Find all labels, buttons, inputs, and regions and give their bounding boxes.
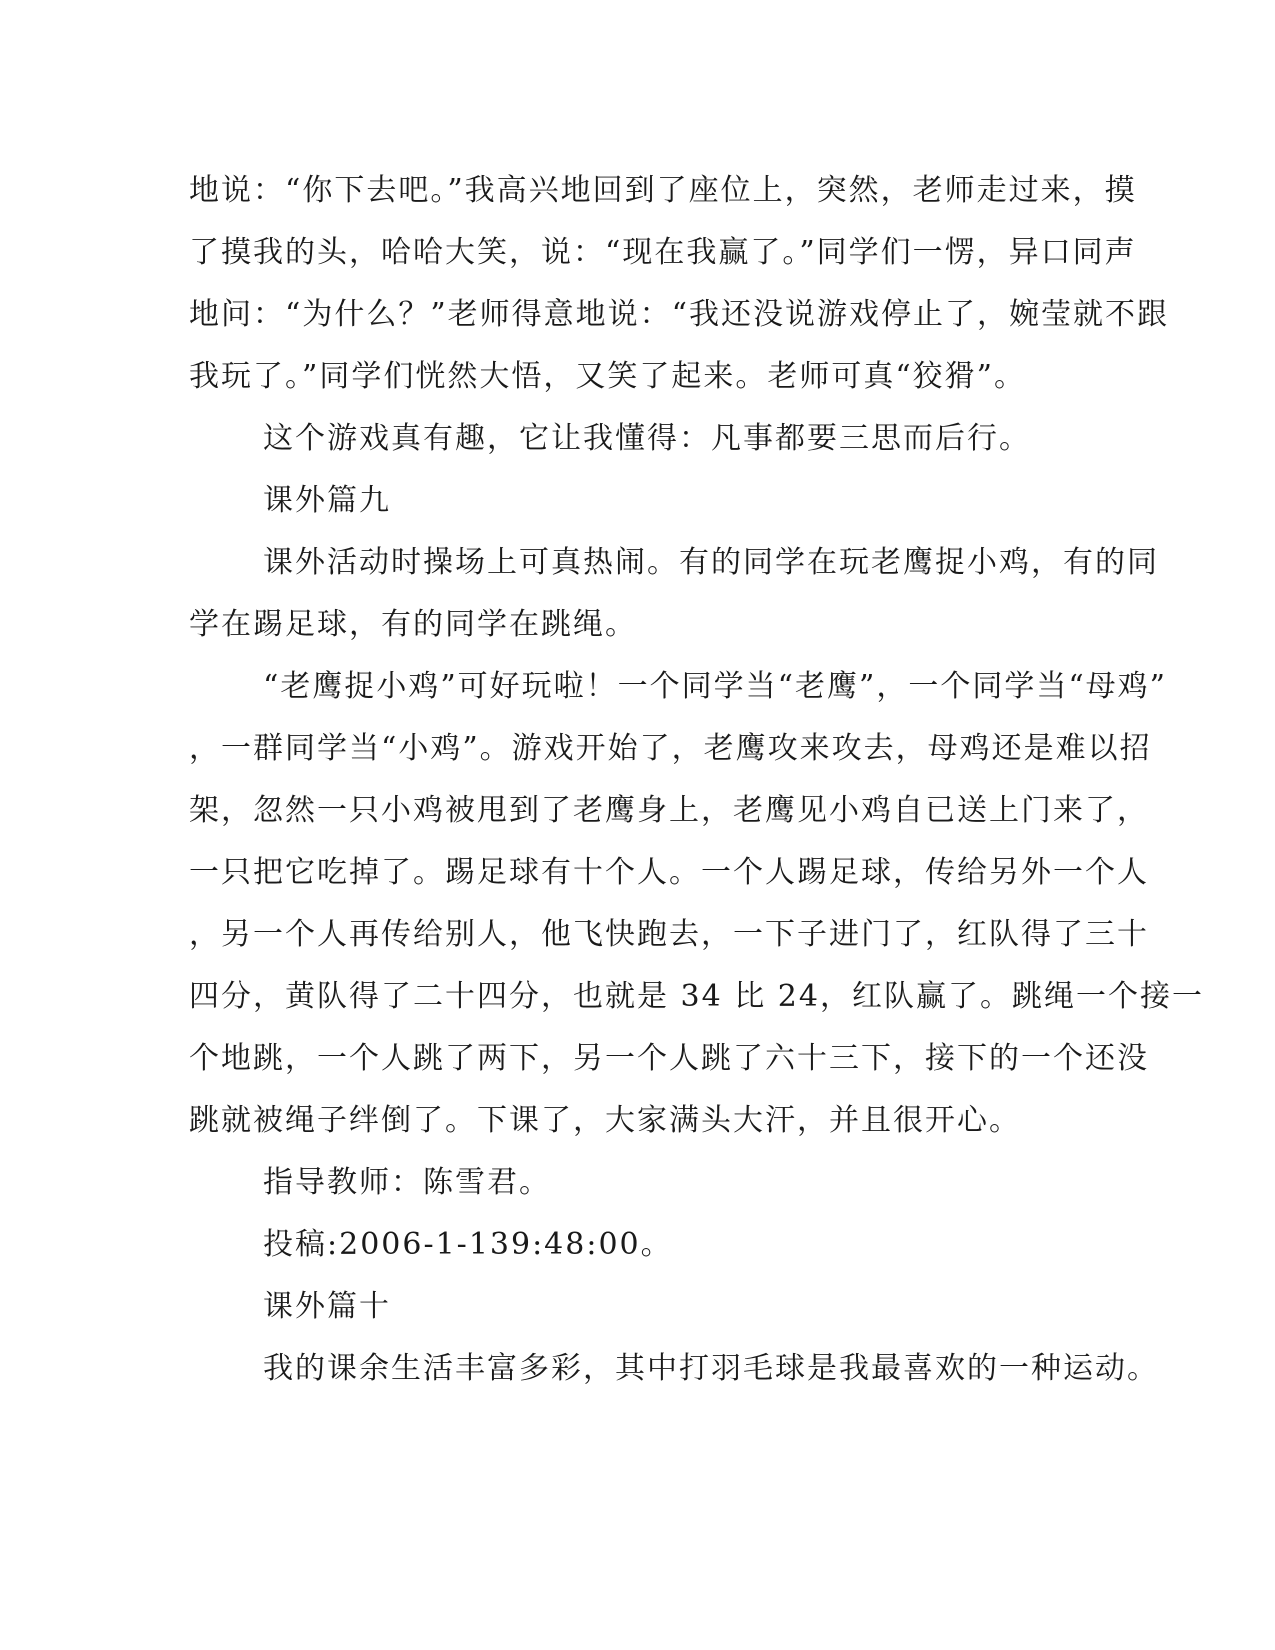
text-line: 地说：“你下去吧。”我高兴地回到了座位上，突然，老师走过来，摸 bbox=[189, 173, 1137, 208]
text-line: 我玩了。”同学们恍然大悟，又笑了起来。老师可真“狡猾”。 bbox=[189, 359, 1027, 394]
text-line: 了摸我的头，哈哈大笑，说：“现在我赢了。”同学们一愣，异口同声 bbox=[189, 235, 1137, 270]
text-line: ，一群同学当“小鸡”。游戏开始了，老鹰攻来攻去，母鸡还是难以招 bbox=[189, 731, 1152, 766]
text-line: 学在踢足球，有的同学在跳绳。 bbox=[189, 607, 637, 642]
section-heading: 课外篇十 bbox=[263, 1289, 391, 1324]
text-line: 跳就被绳子绊倒了。下课了，大家满头大汗，并且很开心。 bbox=[189, 1103, 1021, 1138]
text-line: 我的课余生活丰富多彩，其中打羽毛球是我最喜欢的一种运动。 bbox=[263, 1351, 1159, 1386]
text-line: 地问：“为什么？”老师得意地说：“我还没说游戏停止了，婉莹就不跟 bbox=[189, 297, 1170, 332]
text-line: 这个游戏真有趣，它让我懂得：凡事都要三思而后行。 bbox=[263, 421, 1031, 456]
text-line: 四分，黄队得了二十四分，也就是 34 比 24，红队赢了。跳绳一个接一 bbox=[189, 979, 1204, 1014]
section-heading: 课外篇九 bbox=[263, 483, 391, 518]
document-body bbox=[189, 160, 1204, 1400]
text-line: 课外活动时操场上可真热闹。有的同学在玩老鹰捉小鸡，有的同 bbox=[263, 545, 1159, 580]
text-line: 架，忽然一只小鸡被甩到了老鹰身上，老鹰见小鸡自已送上门来了， bbox=[189, 793, 1149, 828]
text-line: “老鹰捉小鸡”可好玩啦！一个同学当“老鹰”，一个同学当“母鸡” bbox=[263, 669, 1168, 704]
teacher-credit: 指导教师：陈雪君。 bbox=[263, 1165, 551, 1200]
text-line: 一只把它吃掉了。踢足球有十个人。一个人踢足球，传给另外一个人 bbox=[189, 855, 1149, 890]
submission-date: 投稿:2006-1-139:48:00。 bbox=[263, 1227, 673, 1262]
text-line: 个地跳，一个人跳了两下，另一个人跳了六十三下，接下的一个还没 bbox=[189, 1041, 1149, 1076]
text-line: ，另一个人再传给别人，他飞快跑去，一下子进门了，红队得了三十 bbox=[189, 917, 1149, 952]
